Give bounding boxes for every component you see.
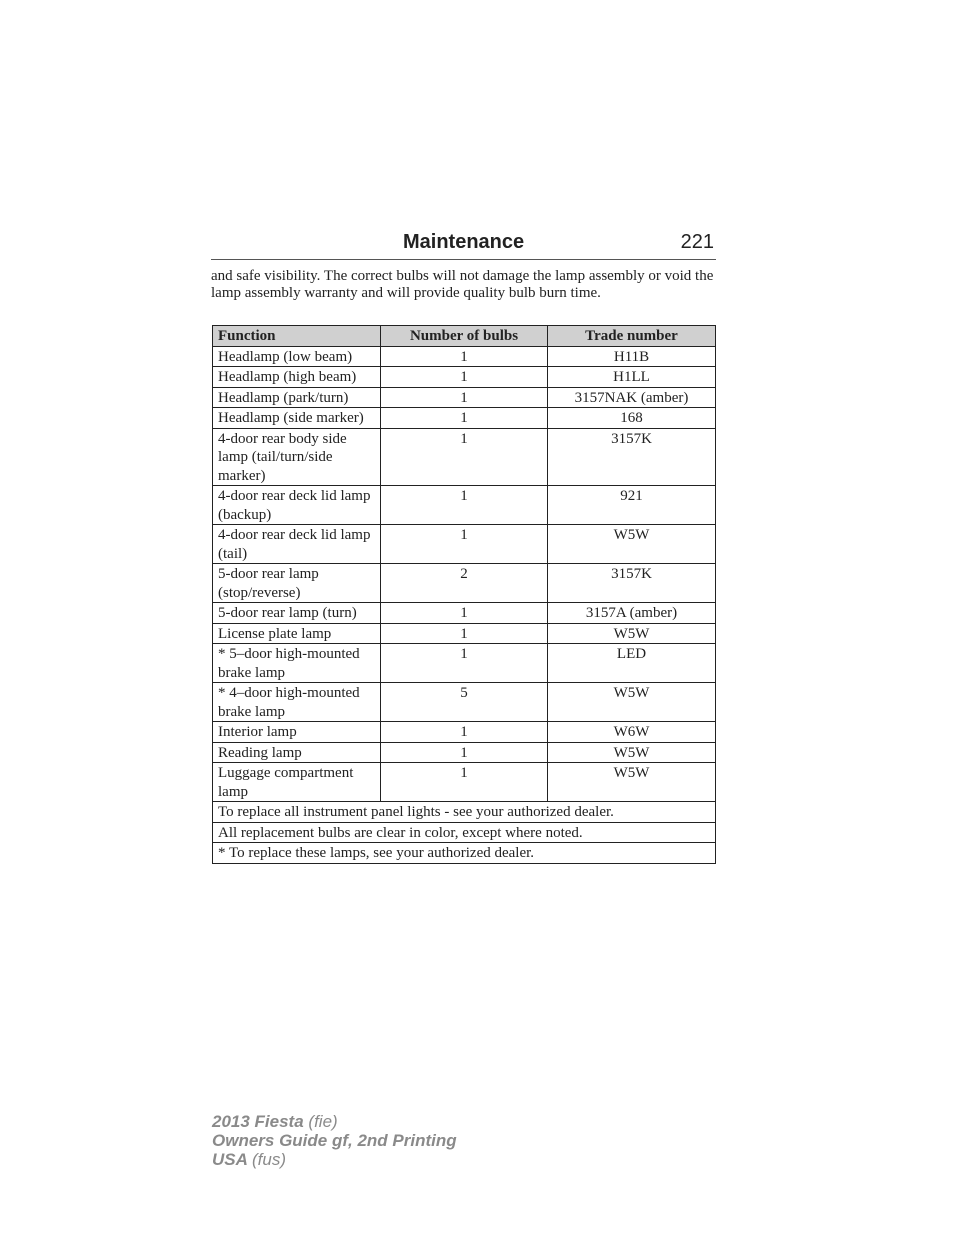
trade-number-cell: H11B xyxy=(548,346,716,367)
trade-number-cell: W5W xyxy=(548,525,716,564)
footer-market-line xyxy=(212,1150,457,1169)
function-cell: 5-door rear lamp (stop/reverse) xyxy=(213,564,381,603)
note-row xyxy=(213,843,716,864)
table-header-row xyxy=(213,326,716,347)
trade-number-cell: 921 xyxy=(548,486,716,525)
table-row xyxy=(213,644,716,683)
bulb-count-cell: 1 xyxy=(381,644,548,683)
trade-number-cell: 3157NAK (amber) xyxy=(548,387,716,408)
trade-number-cell: 3157K xyxy=(548,564,716,603)
footer-model-code: (fie) xyxy=(308,1112,338,1131)
footer-model: 2013 Fiesta xyxy=(212,1112,304,1131)
note-cell: To replace all instrument panel lights - see your authorized dealer. xyxy=(213,802,716,823)
column-header-function: Function xyxy=(213,326,381,347)
function-cell: Interior lamp xyxy=(213,722,381,743)
bulb-count-cell: 1 xyxy=(381,763,548,802)
trade-number-cell: 3157K xyxy=(548,428,716,486)
function-cell: License plate lamp xyxy=(213,623,381,644)
column-header-trade-number: Trade number xyxy=(548,326,716,347)
table-row xyxy=(213,408,716,429)
function-cell: 4-door rear deck lid lamp (backup) xyxy=(213,486,381,525)
note-row xyxy=(213,802,716,823)
footer-model-line xyxy=(212,1112,457,1131)
function-cell: Headlamp (low beam) xyxy=(213,346,381,367)
trade-number-cell: W6W xyxy=(548,722,716,743)
column-header-number-of-bulbs: Number of bulbs xyxy=(381,326,548,347)
footer-market-code: (fus) xyxy=(252,1150,286,1169)
table-row xyxy=(213,683,716,722)
bulb-count-cell: 1 xyxy=(381,623,548,644)
table-row xyxy=(213,525,716,564)
bulb-count-cell: 1 xyxy=(381,742,548,763)
table-row xyxy=(213,564,716,603)
function-cell: Headlamp (side marker) xyxy=(213,408,381,429)
bulb-count-cell: 1 xyxy=(381,367,548,388)
trade-number-cell: 168 xyxy=(548,408,716,429)
bulb-count-cell: 1 xyxy=(381,525,548,564)
page-number: 221 xyxy=(680,231,714,253)
function-cell: 4-door rear deck lid lamp (tail) xyxy=(213,525,381,564)
table-row xyxy=(213,346,716,367)
table-row xyxy=(213,742,716,763)
intro-paragraph: and safe visibility. The correct bulbs will not damage the lamp assembly or void the lamp assembly warranty and will provide quality bulb burn time. xyxy=(211,268,714,301)
bulb-count-cell: 1 xyxy=(381,428,548,486)
bulb-count-cell: 1 xyxy=(381,346,548,367)
table-row xyxy=(213,623,716,644)
function-cell: Headlamp (park/turn) xyxy=(213,387,381,408)
function-cell: 5-door rear lamp (turn) xyxy=(213,603,381,624)
trade-number-cell: 3157A (amber) xyxy=(548,603,716,624)
table-row xyxy=(213,428,716,486)
trade-number-cell: W5W xyxy=(548,683,716,722)
bulb-count-cell: 2 xyxy=(381,564,548,603)
table-row xyxy=(213,367,716,388)
table-row xyxy=(213,763,716,802)
bulb-count-cell: 1 xyxy=(381,603,548,624)
bulb-count-cell: 5 xyxy=(381,683,548,722)
table-row xyxy=(213,486,716,525)
footer-market: USA xyxy=(212,1150,248,1169)
table-row xyxy=(213,387,716,408)
function-cell: Luggage compartment lamp xyxy=(213,763,381,802)
function-cell: 4-door rear body side lamp (tail/turn/side marker) xyxy=(213,428,381,486)
bulb-count-cell: 1 xyxy=(381,722,548,743)
function-cell: Headlamp (high beam) xyxy=(213,367,381,388)
note-row xyxy=(213,822,716,843)
trade-number-cell: W5W xyxy=(548,742,716,763)
function-cell: Reading lamp xyxy=(213,742,381,763)
trade-number-cell: LED xyxy=(548,644,716,683)
footer-guide-line: Owners Guide gf, 2nd Printing xyxy=(212,1131,457,1150)
bulb-count-cell: 1 xyxy=(381,408,548,429)
page-header xyxy=(211,229,716,260)
function-cell: * 4–door high-mounted brake lamp xyxy=(213,683,381,722)
bulb-count-cell: 1 xyxy=(381,387,548,408)
table-row xyxy=(213,722,716,743)
bulb-count-cell: 1 xyxy=(381,486,548,525)
trade-number-cell: W5W xyxy=(548,763,716,802)
page-footer xyxy=(212,1112,457,1169)
note-cell: * To replace these lamps, see your authorized dealer. xyxy=(213,843,716,864)
trade-number-cell: H1LL xyxy=(548,367,716,388)
section-title: Maintenance xyxy=(403,231,525,253)
note-cell: All replacement bulbs are clear in color, except where noted. xyxy=(213,822,716,843)
function-cell: * 5–door high-mounted brake lamp xyxy=(213,644,381,683)
bulb-table xyxy=(212,325,716,864)
trade-number-cell: W5W xyxy=(548,623,716,644)
table-row xyxy=(213,603,716,624)
